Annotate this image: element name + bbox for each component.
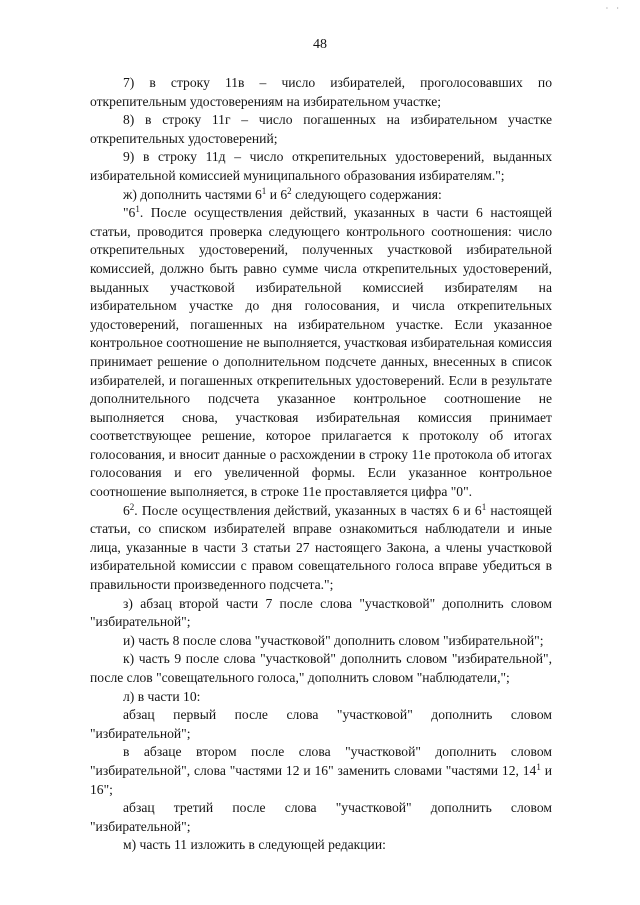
paragraph bbox=[90, 595, 552, 632]
paragraph-text: "6 bbox=[123, 205, 136, 221]
paragraph bbox=[90, 743, 552, 799]
paragraph bbox=[90, 836, 552, 855]
paragraph-text: и 16"; bbox=[90, 762, 552, 797]
superscript: 1 bbox=[261, 185, 267, 196]
paragraph-text: 9) в строку 11д – число открепительных удостоверений, выданных избирательной комиссией муниципального образования избирателям."; bbox=[90, 149, 552, 183]
superscript: 2 bbox=[129, 501, 135, 512]
paragraph-text: в абзаце втором после слова "участковой" дополнить словом "избирательной", слова "частями 12 и 16" заменить словами "частями 12, 14 bbox=[90, 744, 552, 778]
superscript: 1 bbox=[135, 204, 140, 215]
superscript: 2 bbox=[287, 185, 292, 196]
paragraph-text: з) абзац второй части 7 после слова "участковой" дополнить словом "избирательной"; bbox=[90, 595, 552, 630]
paragraph bbox=[90, 148, 552, 185]
paragraph-text: . После осуществления действий, указанных в частях 6 и 6 bbox=[134, 502, 482, 518]
paragraph-text: л) в части 10: bbox=[123, 688, 201, 704]
scan-artifact-icon: · · bbox=[605, 4, 622, 13]
paragraph-text: абзац первый после слова "участковой" дополнить словом "избирательной"; bbox=[90, 707, 552, 741]
paragraph-text: и) часть 8 после слова "участковой" дополнить словом "избирательной"; bbox=[123, 632, 544, 648]
paragraph bbox=[90, 111, 552, 148]
paragraph-text: . После осуществления действий, указанных в части 6 настоящей статьи, проводится проверка следующего контрольного соотношения: число открепительных удостоверений, полученных участковой избирательной комиссией, должно быть равно сумме числа открепительных удостоверений, выданных участковой избирательной комиссией избирателям на избирательном участке до дня голосования, и числа открепительных удостоверений, погашенных на избирательном участке. Если указанное контрольное соотношение не выполняется, участковая избирательная комиссия принимает решение о дополнительном подсчете данных, внесенных в список избирателей, и погашенных открепительных удостоверений. Если в результате дополнительного подсчета указанное контрольное соотношение не выполняется снова, участковая избирательная комиссия принимает соответствующее решение, которое прилагается к протоколу об итогах голосования, и вносит данные о расхождении в строку 11е протокола об итогах голосования и его увеличенной формы. Если указанное контрольное соотношение выполняется, в строке 11е проставляется цифра "0". bbox=[90, 205, 552, 500]
paragraph bbox=[90, 688, 552, 707]
paragraph-text: абзац третий после слова "участковой" дополнить словом "избирательной"; bbox=[90, 800, 552, 834]
superscript: 1 bbox=[481, 501, 487, 512]
paragraph-text: м) часть 11 изложить в следующей редакции: bbox=[123, 837, 386, 853]
paragraph-text: ж) дополнить частями 6 bbox=[123, 186, 262, 202]
paragraph bbox=[90, 74, 552, 111]
document-body bbox=[90, 74, 552, 855]
paragraph-text: 6 bbox=[123, 502, 130, 518]
paragraph bbox=[90, 186, 552, 205]
paragraph bbox=[90, 502, 552, 595]
paragraph bbox=[90, 650, 552, 687]
paragraph-text: 8) в строку 11г – число погашенных на избирательном участке открепительных удостоверений; bbox=[90, 112, 552, 146]
paragraph-text: следующего содержания: bbox=[291, 186, 442, 202]
superscript: 1 bbox=[536, 761, 541, 772]
paragraph bbox=[90, 799, 552, 836]
paragraph-text: настоящей статьи, со списком избирателей вправе ознакомиться наблюдатели и иные лица, указанные в части 3 статьи 27 настоящего Закона, а члены участковой избирательной комиссии с правом совещательного голоса вправе убедиться в правильности произведенного подсчета."; bbox=[90, 502, 552, 593]
paragraph-text: и 6 bbox=[266, 186, 288, 202]
paragraph bbox=[90, 632, 552, 651]
paragraph-text: к) часть 9 после слова "участковой" дополнить словом "избирательной", после слов "совещательного голоса," дополнить словом "наблюдатели,"; bbox=[90, 651, 552, 685]
page-number: 48 bbox=[313, 37, 327, 52]
paragraph-text: 7) в строку 11в – число избирателей, проголосовавших по открепительным удостоверениям на избирательном участке; bbox=[90, 75, 552, 109]
paragraph bbox=[90, 204, 552, 502]
paragraph bbox=[90, 706, 552, 743]
